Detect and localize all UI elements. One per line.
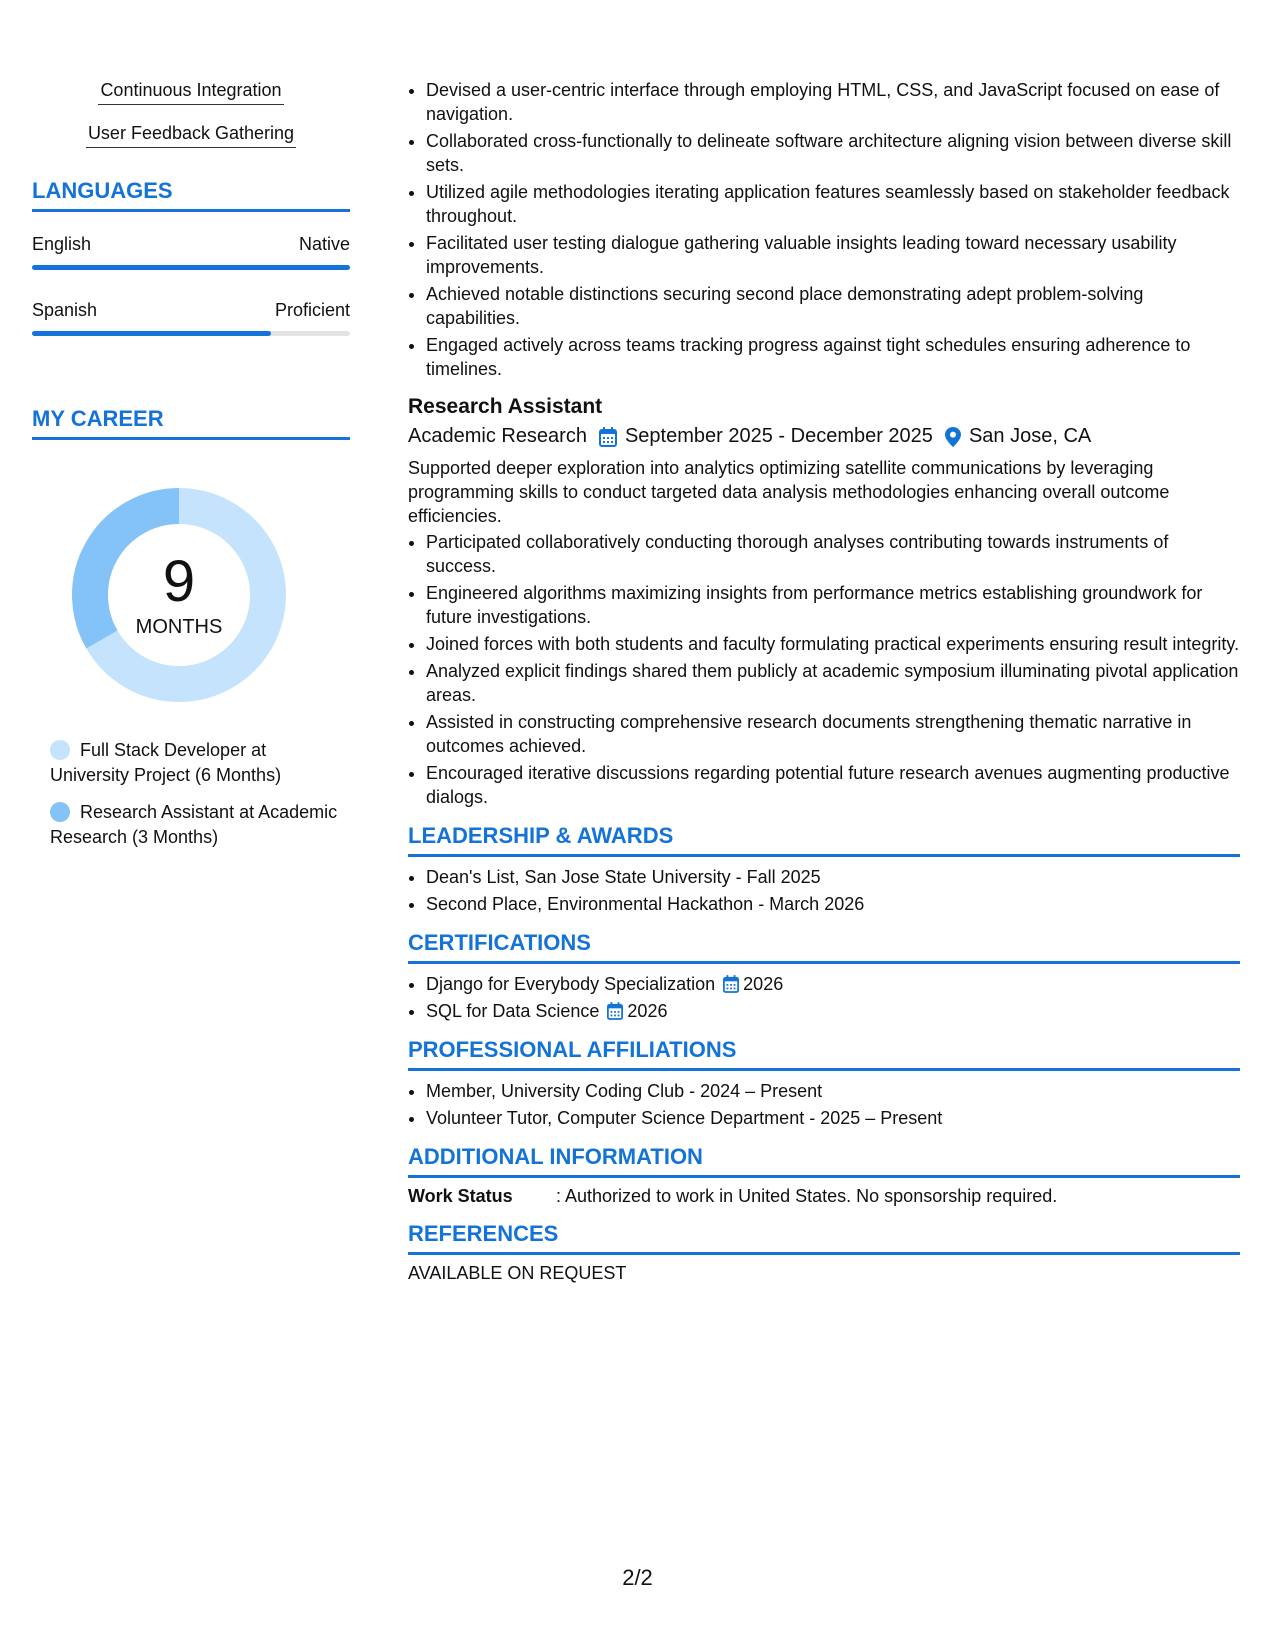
language-bar [32,265,350,270]
list-item: • Second Place, Environmental Hackathon - March 2026 [426,892,1240,916]
list-item: • Engineered algorithms maximizing insights from performance metrics establishing groundwork for future investigations. [426,581,1240,629]
references-title: REFERENCES [408,1221,1240,1255]
career-total-months: 9 [162,548,196,614]
legend-dot [50,802,70,822]
list-item: • SQL for Data Science 2026 [426,999,1240,1023]
list-item: • Devised a user-centric interface through employing HTML, CSS, and JavaScript focused on ease of navigation. [426,78,1240,126]
language-name: Spanish [32,300,98,320]
language-spanish [32,300,350,336]
certifications-title: CERTIFICATIONS [408,930,1240,964]
right-column [408,78,1240,1284]
career-total-unit: MONTHS [135,615,223,638]
career-donut-chart [64,480,294,710]
language-level: Proficient [274,300,350,320]
list-item: • Participated collaboratively conducting thorough analyses contributing towards instruments of success. [426,530,1240,578]
legend-item: Full Stack Developer at University Project (6 Months) [50,740,282,785]
list-item: • Assisted in constructing comprehensive research documents strengthening thematic narrative in outcomes achieved. [426,710,1240,758]
list-item: • Engaged actively across teams tracking progress against tight schedules ensuring adherence to timelines. [426,333,1240,381]
list-item: • Member, University Coding Club - 2024 – Present [426,1079,1240,1103]
language-level: Native [298,234,350,254]
affiliations-title: PROFESSIONAL AFFILIATIONS [408,1037,1240,1071]
list-item: • Achieved notable distinctions securing second place demonstrating adept problem-solving capabilities. [426,282,1240,330]
languages-title: LANGUAGES [32,178,350,212]
language-bar-fill [32,331,271,336]
additional-info-title: ADDITIONAL INFORMATION [408,1144,1240,1178]
list-item: • Joined forces with both students and faculty formulating practical experiments ensuring result integrity. [426,632,1240,656]
leadership-title: LEADERSHIP & AWARDS [408,823,1240,857]
language-bar-fill [32,265,350,270]
page-number: 2/2 [622,1565,653,1590]
list-item: • Analyzed explicit findings shared them publicly at academic symposium illuminating pivotal application areas. [426,659,1240,707]
career-title: MY CAREER [32,406,350,440]
location-pin-icon [945,427,961,447]
list-item: • Facilitated user testing dialogue gathering valuable insights leading toward necessary usability improvements. [426,231,1240,279]
affiliations-list [408,1079,1240,1130]
language-name: English [32,234,92,254]
left-column [32,80,350,862]
list-item: • Utilized agile methodologies iterating application features seamlessly based on stakeholder feedback throughout. [426,180,1240,228]
job-company: Academic Research [408,425,587,447]
career-legend [50,738,350,850]
skill-item: Continuous Integration [32,80,350,105]
list-item: • Dean's List, San Jose State University - Fall 2025 [426,865,1240,889]
list-item: • Encouraged iterative discussions regarding potential future research avenues augmenting productive dialogs. [426,761,1240,809]
language-english [32,234,350,270]
legend-dot [50,740,70,760]
list-item: • Volunteer Tutor, Computer Science Department - 2025 – Present [426,1106,1240,1130]
job-title: Research Assistant [408,395,603,418]
certifications-list [408,972,1240,1023]
references-text: AVAILABLE ON REQUEST [408,1263,627,1283]
list-item: • Django for Everybody Specialization 2026 [426,972,1240,996]
job-summary: Supported deeper exploration into analytics optimizing satellite communications by leveraging programming skills to conduct targeted data analysis methodologies enhancing overall outcome efficiencies. [408,458,1170,526]
work-status-row [408,1186,1240,1207]
work-status-label: Work Status [408,1186,513,1206]
job-bullets [408,530,1240,809]
calendar-icon [723,975,739,993]
job-location: San Jose, CA [968,425,1092,447]
legend-item: Research Assistant at Academic Research (3 Months) [50,802,338,847]
skill-item: User Feedback Gathering [32,123,350,148]
job-meta [408,425,1240,448]
list-item: • Collaborated cross-functionally to delineate software architecture aligning vision between diverse skill sets. [426,129,1240,177]
work-status-value: : Authorized to work in United States. No sponsorship required. [556,1186,1058,1206]
calendar-icon [607,1002,623,1020]
language-bar [32,331,350,336]
previous-job-bullets [408,78,1240,381]
calendar-icon [599,427,617,447]
leadership-list [408,865,1240,916]
job-dates: September 2025 - December 2025 [624,425,933,447]
